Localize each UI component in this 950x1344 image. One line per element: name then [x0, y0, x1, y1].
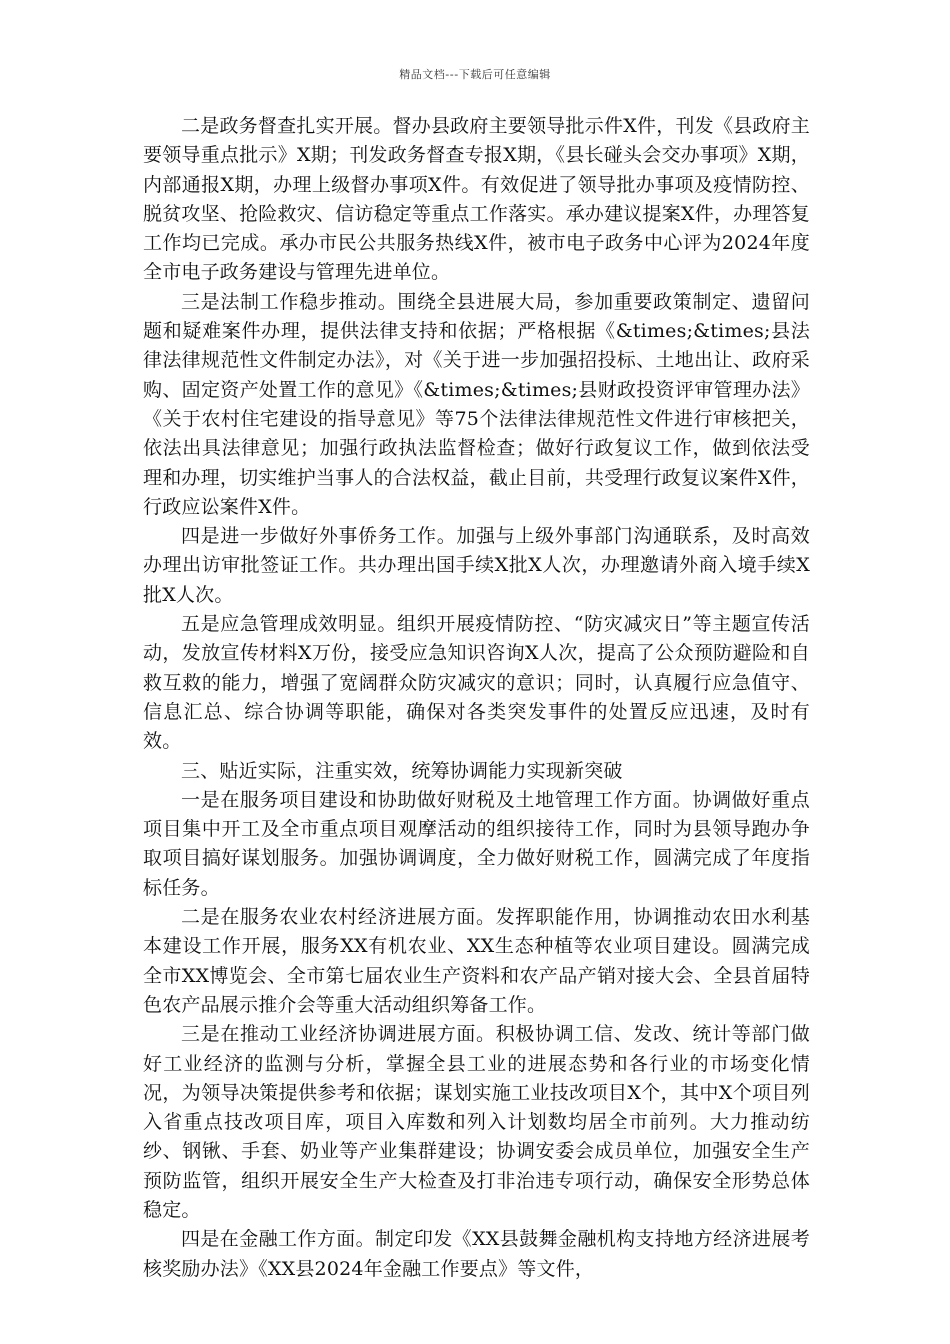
- paragraph-finance: 四是在金融工作方面。制定印发《XX县鼓舞金融机构支持地方经济进展考核奖励办法》《XX县2024年金融工作要点》等文件，: [143, 1228, 810, 1280]
- document-body: [143, 112, 810, 1284]
- page-header: 精品文档---下载后可任意编辑: [399, 68, 551, 81]
- paragraph-emergency: 五是应急管理成效明显。组织开展疫情防控、“防灾减灾日”等主题宣传活动，发放宣传材料X万份，接受应急知识咨询X人次，提高了公众预防避险和自救互救的能力，增强了宽阔群众防灾减灾的意识；同时，认真履行应急值守、信息汇总、综合协调等职能，确保对各类突发事件的处置反应迅速，及时有效。: [143, 613, 810, 753]
- paragraph-industry: 三是在推动工业经济协调进展方面。积极协调工信、发改、统计等部门做好工业经济的监测与分析，掌握全县工业的进展态势和各行业的市场变化情况，为领导决策提供参考和依据；谋划实施工业技改项目X个，其中X个项目列入省重点技改项目库，项目入库数和列入计划数均居全市前列。大力推动纺纱、钢锹、手套、奶业等产业集群建设；协调安委会成员单位，加强安全生产预防监管，组织开展安全生产大检查及打非治违专项行动，确保安全形势总体稳定。: [143, 1023, 810, 1221]
- section-heading-three: 三、贴近实际，注重实效，统筹协调能力实现新突破: [181, 759, 623, 782]
- paragraph-supervision: 二是政务督查扎实开展。督办县政府主要领导批示件X件，刊发《县政府主要领导重点批示》X期；刊发政务督查专报X期，《县长碰头会交办事项》X期，内部通报X期，办理上级督办事项X件。有效促进了领导批办事项及疫情防控、脱贫攻坚、抢险救灾、信访稳定等重点工作落实。承办建议提案X件，办理答复工作均已完成。承办市民公共服务热线X件，被市电子政务中心评为2024年度全市电子政务建设与管理先进单位。: [143, 115, 810, 284]
- paragraph-project-service: 一是在服务项目建设和协助做好财税及土地管理工作方面。协调做好重点项目集中开工及全市重点项目观摩活动的组织接待工作，同时为县领导跑办争取项目搞好谋划服务。加强协调调度，全力做好财税工作，圆满完成了年度指标任务。: [143, 788, 810, 899]
- paragraph-foreign-affairs: 四是进一步做好外事侨务工作。加强与上级外事部门沟通联系，及时高效办理出访审批签证工作。共办理出国手续X批X人次，办理邀请外商入境手续X批X人次。: [143, 525, 810, 606]
- paragraph-legal: 三是法制工作稳步推动。围绕全县进展大局，参加重要政策制定、遗留问题和疑难案件办理，提供法律支持和依据；严格根据《&times;&times;县法律法律规范性文件制定办法》，对《关于进一步加强招投标、土地出让、政府采购、固定资产处置工作的意见》《&times;&times;县财政投资评审管理办法》《关于农村住宅建设的指导意见》等75个法律法律规范性文件进行审核把关，依法出具法律意见；加强行政执法监督检查；做好行政复议工作，做到依法受理和办理，切实维护当事人的合法权益，截止目前，共受理行政复议案件X件，行政应讼案件X件。: [143, 290, 810, 518]
- paragraph-agriculture: 二是在服务农业农村经济进展方面。发挥职能作用，协调推动农田水利基本建设工作开展，服务XX有机农业、XX生态种植等农业项目建设。圆满完成全市XX博览会、全市第七届农业生产资料和农产品产销对接大会、全县首届特色农产品展示推介会等重大活动组织筹备工作。: [143, 906, 810, 1016]
